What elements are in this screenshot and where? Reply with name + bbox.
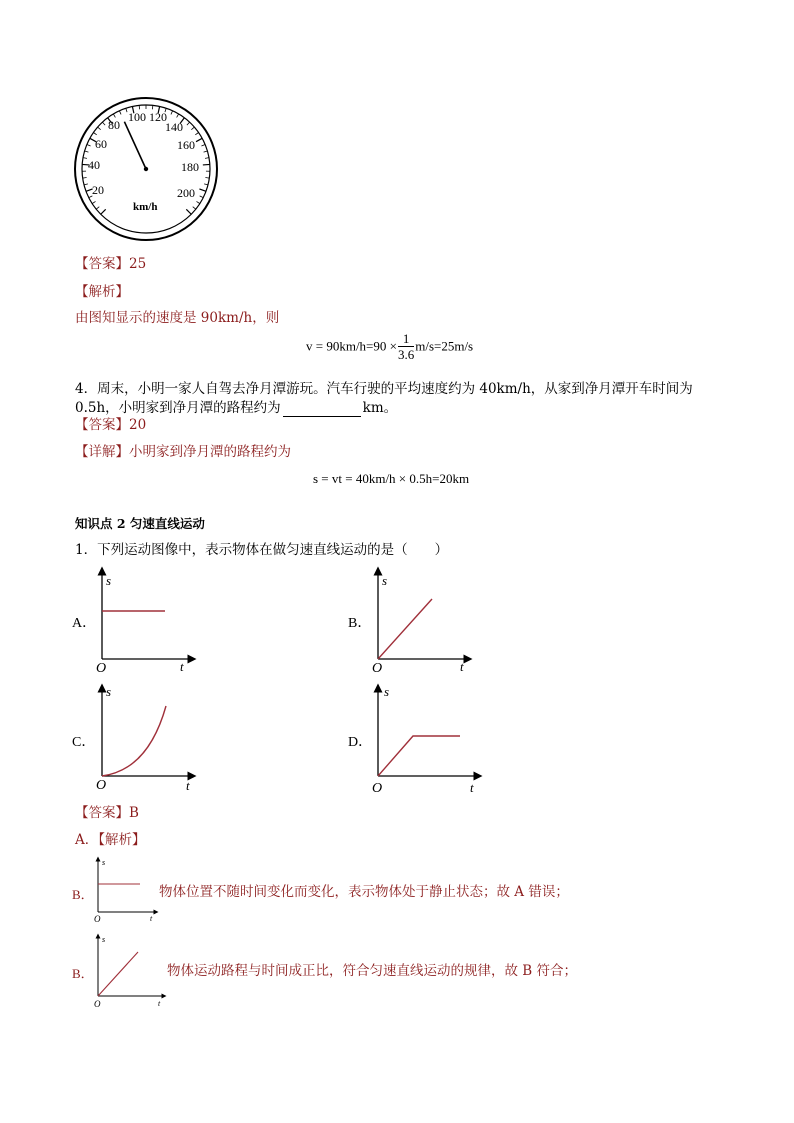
- graph-a: [88, 565, 198, 675]
- speedo-label-160: 160: [177, 138, 195, 152]
- speedometer-tick: [201, 145, 205, 147]
- speedometer-tick: [196, 138, 202, 141]
- analysis-row2-label: B．: [72, 966, 94, 981]
- t-label: t: [180, 659, 184, 674]
- speedo-label-180: 180: [181, 160, 199, 174]
- speedo-label-20: 20: [92, 183, 104, 197]
- speedometer-tick: [101, 209, 106, 214]
- analysis-graph-2-line: [98, 952, 138, 996]
- s-label: s: [384, 684, 390, 699]
- speedometer-tick: [200, 196, 204, 198]
- speedo-label-120: 120: [149, 110, 167, 124]
- option-c-label: C．: [72, 735, 96, 750]
- speedometer-tick: [98, 127, 101, 130]
- speedo-label-100: 100: [128, 110, 146, 124]
- origin-label: O: [96, 778, 107, 792]
- s-label: s: [106, 573, 112, 588]
- q4-answer-blank: [283, 402, 361, 417]
- speedometer-tick: [204, 184, 208, 185]
- formula-fraction: [398, 331, 414, 362]
- graph-b: [364, 565, 474, 675]
- analysis-row1-label: B．: [72, 887, 94, 902]
- speedo-unit: km/h: [133, 201, 158, 213]
- t-label: t: [186, 778, 190, 792]
- s-label: s: [106, 684, 112, 699]
- q4-formula: s = vt = 40km/h × 0.5h=20km: [313, 471, 470, 486]
- analysis-row2-text: 物体运动路程与时间成正比，符合匀速直线运动的规律，故 B 符合；: [167, 963, 578, 979]
- speedometer-tick: [204, 151, 208, 152]
- q1-question: 1．下列运动图像中，表示物体在做匀速直线运动的是（ ）: [75, 542, 449, 558]
- t-label: t: [470, 780, 474, 794]
- speedometer-tick: [191, 127, 194, 130]
- speedometer-tick: [102, 122, 105, 125]
- option-b-label: B．: [348, 616, 372, 631]
- t-label: t: [158, 999, 161, 1008]
- speedometer-tick: [171, 111, 173, 115]
- answer-tag: 【答案】: [75, 256, 129, 272]
- speedometer-tick: [196, 201, 199, 203]
- speedometer-tick: [193, 207, 196, 210]
- answer-value: 20: [129, 417, 147, 433]
- q4-line2-start: 0.5h，小明家到净月潭的路程约为: [75, 400, 281, 416]
- t-label: t: [150, 914, 153, 923]
- speedo-label-80: 80: [108, 118, 120, 132]
- s-label: s: [102, 935, 106, 944]
- formula-left: v = 90km/h=90 ×: [306, 338, 397, 354]
- q3-analysis-text: 由图知显示的速度是 90km/h，则: [75, 310, 280, 326]
- option-d-label: D．: [348, 735, 373, 750]
- speedometer-hub: [144, 167, 148, 171]
- speedo-label-200: 200: [177, 186, 195, 200]
- q1-analysis-line: A．【解析】: [75, 832, 146, 848]
- graph-b-line: [378, 599, 432, 659]
- answer-tag: 【答案】: [75, 417, 129, 433]
- s-label: s: [382, 573, 388, 588]
- q3-answer-line: [75, 255, 146, 273]
- q1-answer-line: [75, 804, 139, 822]
- speedo-label-60: 60: [95, 137, 107, 151]
- answer-value: 25: [129, 256, 147, 272]
- speedometer-tick: [199, 189, 206, 191]
- graph-c: [88, 682, 198, 792]
- section-title: 知识点 2 匀速直线运动: [75, 516, 205, 531]
- speedometer-tick: [93, 132, 96, 134]
- q4-detail-line: [75, 443, 291, 461]
- speedometer-tick: [119, 111, 121, 115]
- speedometer-needle: [124, 122, 146, 169]
- t-label: t: [460, 659, 464, 674]
- q4-line2-end: km。: [362, 400, 398, 416]
- graph-d-line: [378, 736, 460, 776]
- answer-value: B: [129, 805, 139, 821]
- speedometer-figure: [73, 96, 219, 242]
- formula-right: m/s=25m/s: [415, 338, 474, 354]
- fraction-denominator: 3.6: [397, 347, 415, 362]
- origin-label: O: [372, 661, 383, 675]
- analysis-graph-1: [88, 855, 160, 923]
- speedo-label-40: 40: [88, 158, 100, 172]
- speedometer-tick: [87, 145, 91, 147]
- analysis-row1-text: 物体位置不随时间变化而变化，表示物体处于静止状态；故 A 错误；: [159, 884, 569, 900]
- analysis-graph-2: [88, 932, 168, 1008]
- q4-answer-line: [75, 416, 146, 434]
- speedometer-tick: [205, 178, 209, 179]
- speedometer-tick: [92, 201, 95, 203]
- q4-question-line2: [75, 399, 397, 417]
- detail-tag: 【详解】: [75, 444, 129, 460]
- speedometer-tick: [96, 207, 99, 210]
- speedometer-tick: [186, 209, 191, 214]
- origin-label: O: [96, 661, 107, 675]
- speedometer-tick: [83, 178, 87, 179]
- speedo-label-140: 140: [165, 120, 183, 134]
- speedometer-tick: [83, 158, 87, 159]
- graph-d: [364, 682, 484, 794]
- speedometer-tick: [205, 158, 209, 159]
- speedometer-tick: [177, 114, 179, 117]
- answer-tag: 【答案】: [75, 805, 129, 821]
- detail-text: 小明家到净月潭的路程约为: [129, 444, 291, 460]
- graph-c-curve: [102, 706, 166, 776]
- q3-formula: [306, 331, 473, 362]
- speedometer-tick: [195, 132, 198, 134]
- speedometer-tick: [126, 108, 127, 112]
- fraction-numerator: 1: [398, 331, 414, 347]
- origin-label: O: [94, 999, 101, 1008]
- speedometer-tick: [113, 114, 115, 117]
- s-label: s: [102, 858, 106, 867]
- origin-label: O: [94, 914, 101, 923]
- speedometer-tick: [187, 122, 190, 125]
- origin-label: O: [372, 781, 383, 794]
- option-a-label: A．: [72, 616, 97, 631]
- speedometer-tick: [85, 151, 89, 152]
- q3-analysis-tag: 【解析】: [75, 284, 129, 300]
- q4-question-line1: 4．周末，小明一家人自驾去净月潭游玩。汽车行驶的平均速度约为 40km/h，从家到净月潭开车时间为: [75, 381, 693, 397]
- speedometer-tick: [84, 184, 88, 185]
